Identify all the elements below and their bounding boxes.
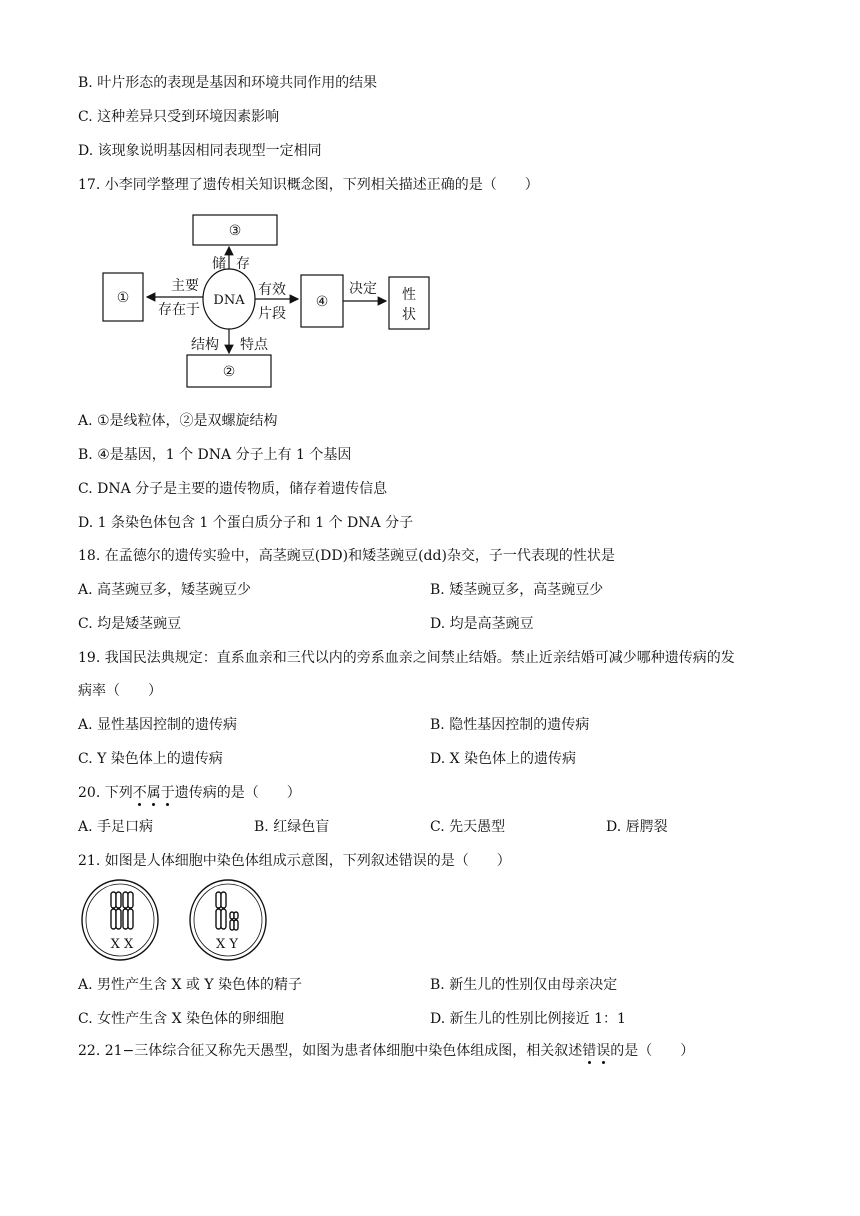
q20-stem: [78, 784, 301, 802]
q17-stem: 17. 小李同学整理了遗传相关知识概念图，下列相关描述正确的是（ ）: [78, 177, 539, 193]
q21-option-b: B. 新生儿的性别仅由母亲决定: [430, 977, 618, 993]
structure-label: 结构: [191, 337, 219, 353]
q20-option-d: D. 唇腭裂: [606, 819, 668, 835]
q21-stem: 21. 如图是人体细胞中染色体组成示意图，下列叙述错误的是（ ）: [78, 853, 511, 869]
q22-stem-prefix: 22. 21−三体综合征又称先天愚型，如图为患者体细胞中染色体组成图，相关叙述: [78, 1043, 583, 1059]
q17-option-d: D. 1 条染色体包含 1 个蛋白质分子和 1 个 DNA 分子: [78, 515, 414, 531]
q19-stem-line1: 19. 我国民法典规定：直系血亲和三代以内的旁系血亲之间禁止结婚。禁止近亲结婚可减少哪种遗传病的发: [78, 650, 735, 666]
q20-stem-suffix: 遗传病的是（ ）: [174, 785, 301, 801]
q20-emphasis: 不属于: [132, 785, 175, 801]
male-label: X Y: [216, 937, 238, 952]
store-label-1: 储: [212, 256, 226, 272]
dna-label: DNA: [213, 293, 245, 308]
q22-stem: [78, 1042, 694, 1060]
q19-option-a: A. 显性基因控制的遗传病: [78, 717, 238, 733]
q18-option-d: D. 均是高茎豌豆: [430, 616, 534, 632]
q16-option-b: B. 叶片形态的表现是基因和环境共同作用的结果: [78, 75, 378, 91]
decide-label: 决定: [349, 281, 377, 297]
q18-stem: 18. 在孟德尔的遗传实验中，高茎豌豆(DD)和矮茎豌豆(dd)杂交，子一代表现的性状是: [78, 548, 615, 564]
q21-option-c: C. 女性产生含 X 染色体的卵细胞: [78, 1011, 284, 1027]
q17-option-b: B. ④是基因，1 个 DNA 分子上有 1 个基因: [78, 447, 352, 463]
q19-option-d: D. X 染色体上的遗传病: [430, 751, 577, 767]
dna-concept-map: [95, 205, 445, 395]
q18-option-a: A. 高茎豌豆多，矮茎豌豆少: [78, 582, 252, 598]
box-1-label: ①: [116, 290, 130, 306]
q16-option-c: C. 这种差异只受到环境因素影响: [78, 109, 280, 125]
q20-stem-prefix: 20. 下列: [78, 785, 133, 801]
box-2-label: ②: [222, 364, 236, 380]
q18-option-b: B. 矮茎豌豆多，高茎豌豆少: [430, 582, 604, 598]
q22-emphasis: 错误: [582, 1043, 611, 1059]
q17-option-c: C. DNA 分子是主要的遗传物质，储存着遗传信息: [78, 481, 388, 497]
box-3-label: ③: [228, 223, 242, 239]
effective-label-1: 有效: [258, 282, 286, 298]
q21-option-d: D. 新生儿的性别比例接近 1：1: [430, 1011, 626, 1027]
trait-label-1: 性: [402, 287, 416, 303]
q19-stem-line2: 病率（ ）: [78, 683, 162, 699]
q16-option-d: D. 该现象说明基因相同表现型一定相同: [78, 143, 322, 159]
q19-option-c: C. Y 染色体上的遗传病: [78, 751, 223, 767]
effective-label-2: 片段: [258, 306, 286, 322]
q21-option-a: A. 男性产生含 X 或 Y 染色体的精子: [78, 977, 303, 993]
q20-option-c: C. 先天愚型: [430, 819, 506, 835]
q20-option-a: A. 手足口病: [78, 819, 154, 835]
q17-option-a: A. ①是线粒体，②是双螺旋结构: [78, 413, 278, 429]
box-4-label: ④: [315, 294, 329, 310]
q22-stem-suffix: 的是（ ）: [610, 1043, 695, 1059]
store-label-2: 存: [236, 256, 250, 272]
q20-option-b: B. 红绿色盲: [254, 819, 330, 835]
feature-label: 特点: [240, 337, 268, 353]
main-label-1: 主要: [171, 278, 199, 294]
q18-option-c: C. 均是矮茎豌豆: [78, 616, 182, 632]
main-label-2: 存在于: [158, 302, 200, 318]
trait-label-2: 状: [402, 307, 416, 323]
female-label: X X: [110, 937, 134, 952]
chromosome-cells-figure: [78, 878, 278, 968]
q19-option-b: B. 隐性基因控制的遗传病: [430, 717, 590, 733]
